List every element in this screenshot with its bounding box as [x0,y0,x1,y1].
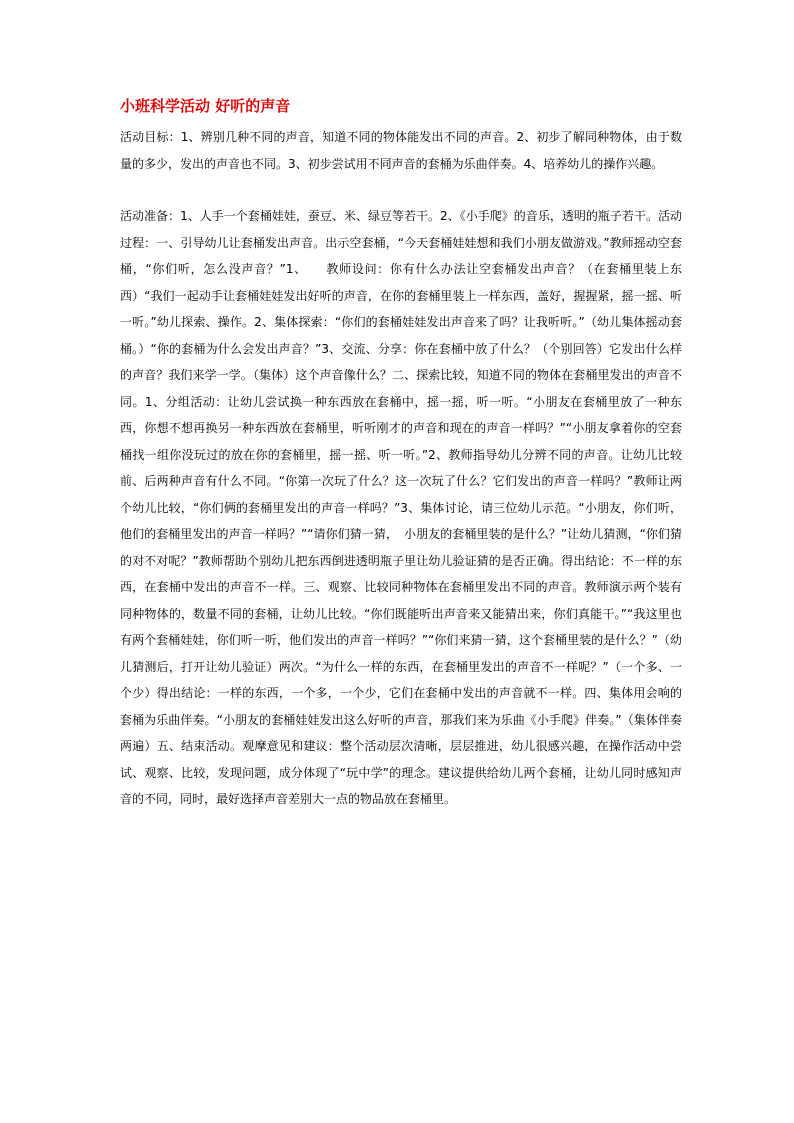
paragraph-spacer [120,177,682,203]
document-page [120,94,682,813]
activity-goals-paragraph: 活动目标：1、辨别几种不同的声音，知道不同的物体能发出不同的声音。2、初步了解同种物体，由于数量的多少，发出的声音也不同。3、初步尝试用不同声音的套桶为乐曲伴奏。4、培养幼儿的操作兴趣。 [120,130,682,171]
activity-body-paragraph: 活动准备：1、人手一个套桶娃娃，蚕豆、米、绿豆等若干。2、《小手爬》的音乐，透明的瓶子若干。活动过程：一、引导幼儿让套桶发出声音。出示空套桶，“今天套桶娃娃想和我们小朋友做游戏。”教师摇动空套桶，“你们听，怎么没声音？”1、 教师设问：你有什么办法让空套桶发出声音？（在套桶里装上东西）“我们一起动手让套桶娃娃发出好听的声音，在你的套桶里装上一样东西，盖好，握握紧，摇一摇、听一听。”幼儿探索、操作。2、集体探索：“你们的套桶娃娃发出声音来了吗？让我听听。”（幼儿集体摇动套桶。）“你的套桶为什么会发出声音？”3、交流、分享：你在套桶中放了什么？（个别回答）它发出什么样的声音？我们来学一学。（集体）这个声音像什么？二、探索比较，知道不同的物体在套桶里发出的声音不同。1、分组活动：让幼儿尝试换一种东西放在套桶中，摇一摇，听一听。“小朋友在套桶里放了一种东西，你想不想再换另一种东西放在套桶里，听听刚才的声音和现在的声音一样吗？”“小朋友拿着你的空套桶找一组你没玩过的放在你的套桶里，摇一摇、听一听。”2、教师指导幼儿分辨不同的声音。让幼儿比较前、后两种声音有什么不同。“你第一次玩了什么？这一次玩了什么？它们发出的声音一样吗？”教师让两个幼儿比较，“你们俩的套桶里发出的声音一样吗？”3、集体讨论，请三位幼儿示范。“小朋友，你们听，他们的套桶里发出的声音一样吗？”“请你们猜一猜， 小朋友的套桶里装的是什么？”让幼儿猜测，“你们猜的对不对呢？”教师帮助个别幼儿把东西倒进透明瓶子里让幼儿验证猜的是否正确。得出结论：不一样的东西，在套桶中发出的声音不一样。三、观察、比较同种物体在套桶里发出不同的声音。教师演示两个装有同种物体的，数量不同的套桶，让幼儿比较。“你们既能听出声音来又能猜出来，你们真能干。”“我这里也有两个套桶娃娃，你们听一听，他们发出的声音一样吗？”“你们来猜一猜，这个套桶里装的是什么？”（幼儿猜测后，打开让幼儿验证）两次。“为什么一样的东西，在套桶里发出的声音不一样呢？”（一个多、一个少）得出结论：一样的东西，一个多，一个少，它们在套桶中发出的声音就不一样。四、集体用会响的套桶为乐曲伴奏。“小朋友的套桶娃娃发出这么好听的声音，那我们来为乐曲《小手爬》伴奏。”（集体伴奏两遍）五、结束活动。观摩意见和建议：整个活动层次清晰，层层推进，幼儿很感兴趣，在操作活动中尝试、观察、比较，发现问题，成分体现了“玩中学”的理念。建议提供给幼儿两个套桶，让幼儿同时感知声音的不同，同时，最好选择声音差别大一点的物品放在套桶里。 [120,209,682,806]
document-title: 小班科学活动 好听的声音 [120,97,291,115]
